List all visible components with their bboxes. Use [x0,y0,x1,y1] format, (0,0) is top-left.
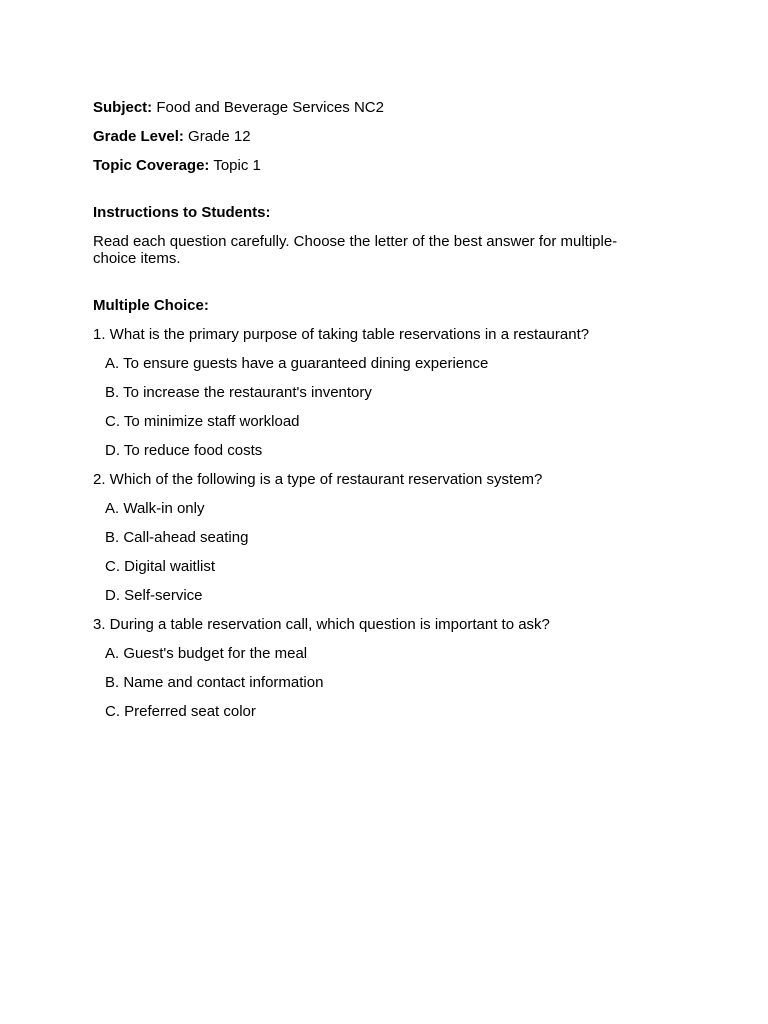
question-1-option-c: C. To minimize staff workload [105,413,300,430]
grade-level-line [93,128,251,146]
topic-coverage-label: Topic Coverage: [93,157,210,174]
question-2-option-d: D. Self-service [105,587,203,604]
question-1-option-d: D. To reduce food costs [105,442,263,459]
question-2-option-a: A. Walk-in only [105,500,205,517]
question-2-option-b: B. Call-ahead seating [105,529,249,546]
question-2: 2. Which of the following is a type of restaurant reservation system? [93,471,543,488]
question-3-option-a: A. Guest's budget for the meal [105,645,308,662]
question-1-option-a: A. To ensure guests have a guaranteed dining experience [105,355,489,372]
question-1-option-b: B. To increase the restaurant's inventory [105,384,372,401]
question-3-option-c: C. Preferred seat color [105,703,256,720]
subject-value: Food and Beverage Services NC2 [156,99,384,116]
subject-label: Subject: [93,99,153,116]
instructions-text: Read each question carefully. Choose the letter of the best answer for multiple-choice items. [93,233,618,267]
multiple-choice-heading: Multiple Choice: [93,297,209,314]
grade-level-value: Grade 12 [188,128,251,145]
subject-line [93,99,384,117]
question-3-option-b: B. Name and contact information [105,674,324,691]
instructions-heading: Instructions to Students: [93,204,271,221]
grade-level-label: Grade Level: [93,128,184,145]
question-2-option-c: C. Digital waitlist [105,558,216,575]
topic-coverage-value: Topic 1 [213,157,261,174]
question-3: 3. During a table reservation call, which question is important to ask? [93,616,550,633]
topic-coverage-line [93,157,261,175]
question-1: 1. What is the primary purpose of taking table reservations in a restaurant? [93,326,590,343]
